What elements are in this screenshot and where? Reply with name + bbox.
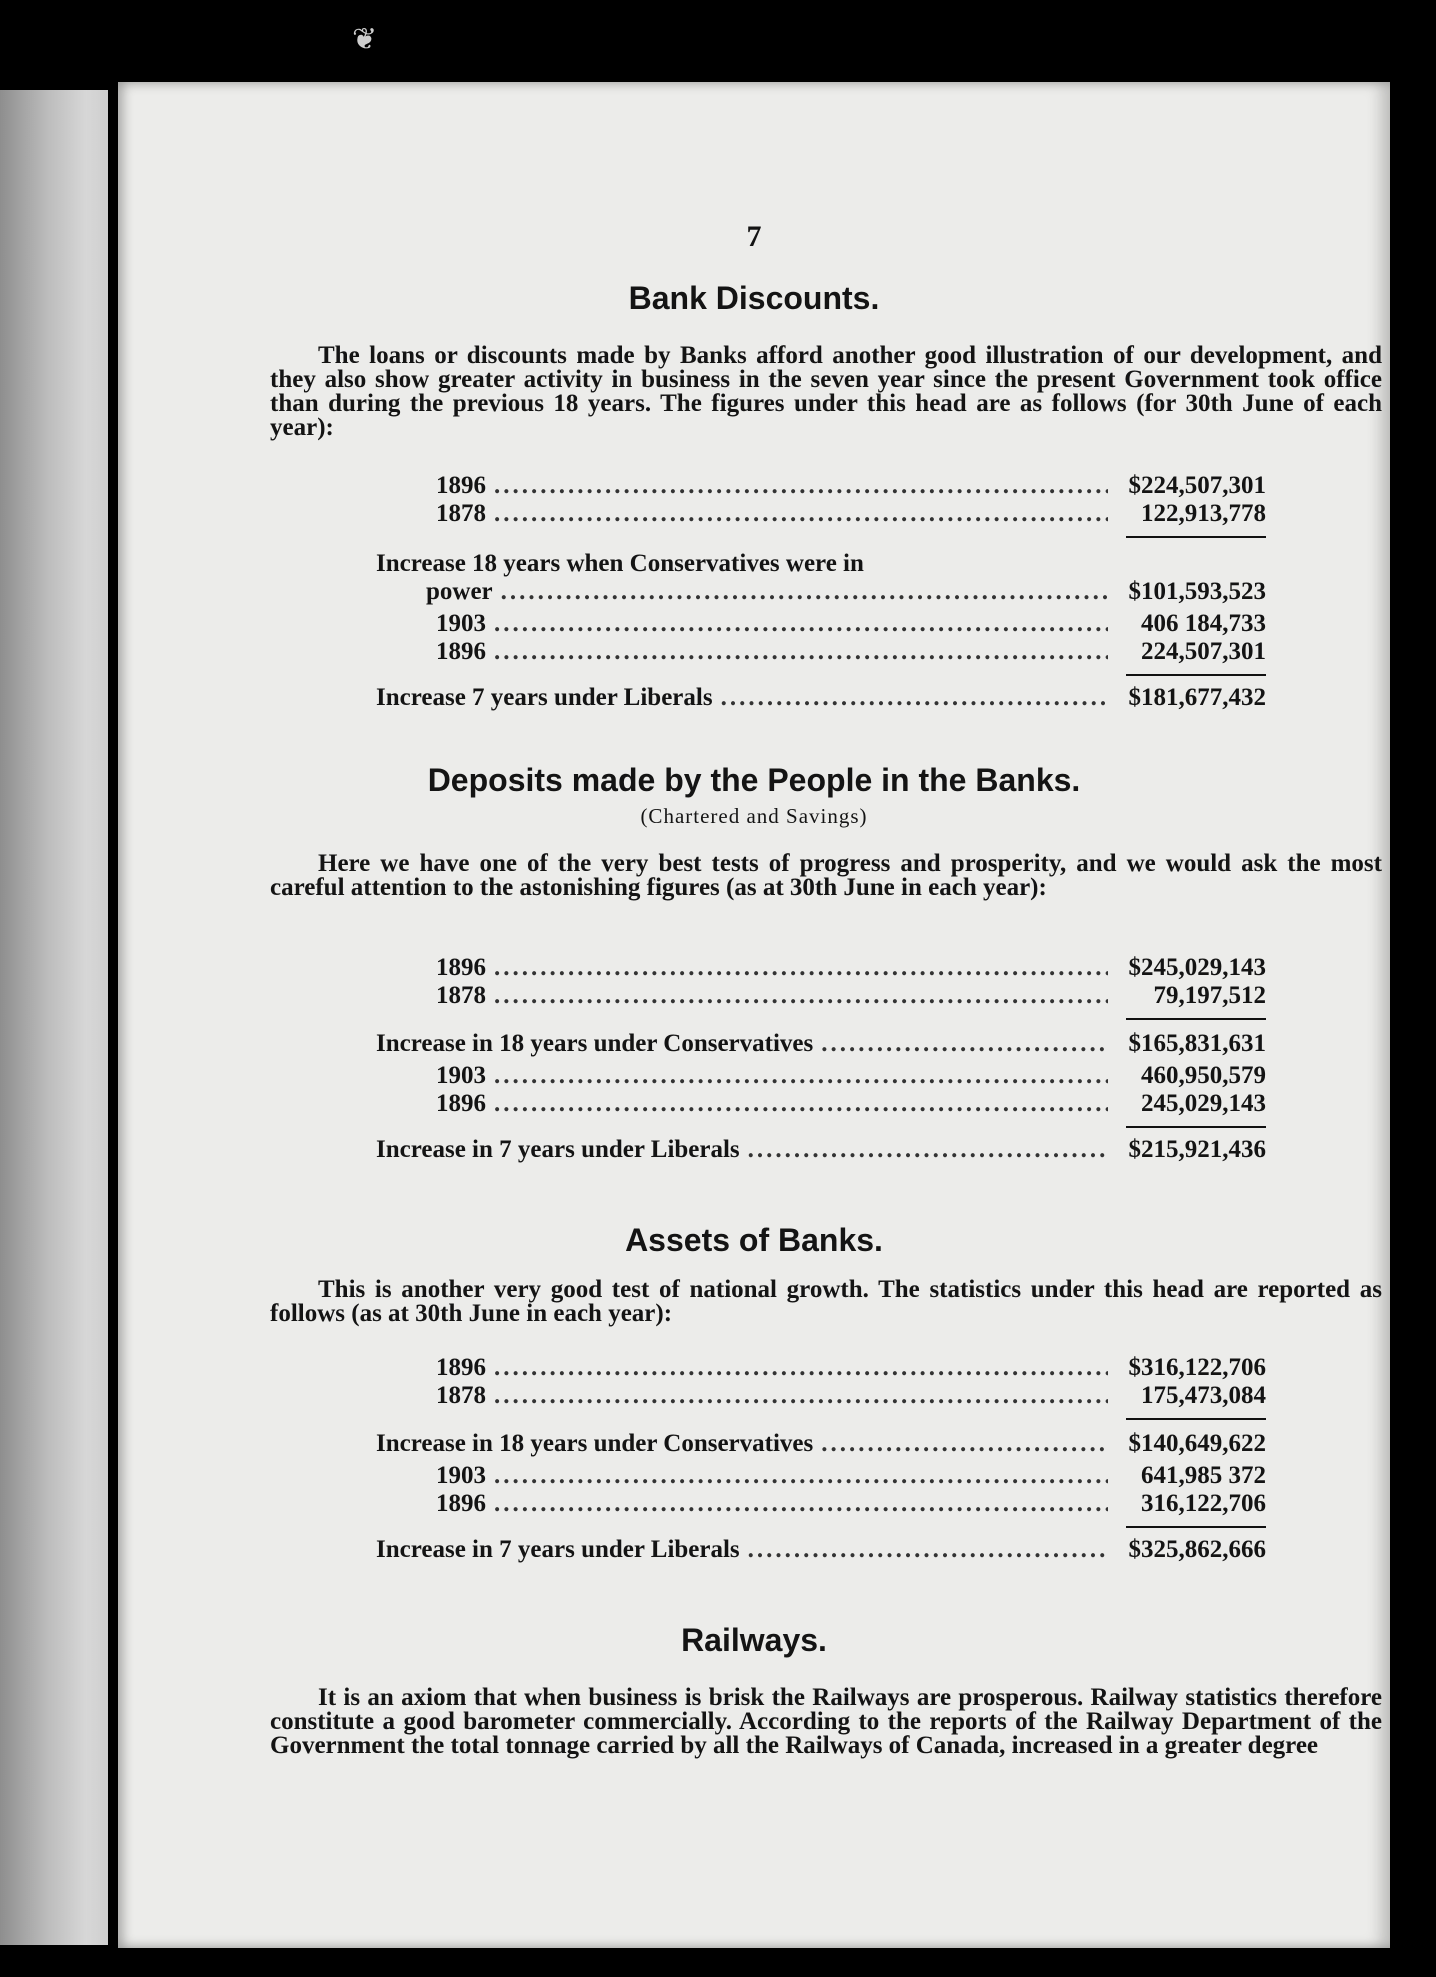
- row-value: $140,649,622: [1128, 1430, 1266, 1457]
- row-label: 1903: [436, 1462, 486, 1489]
- row-label: 1878: [436, 1382, 486, 1409]
- subheading-deposits: (Chartered and Savings): [640, 804, 868, 828]
- leader-dots: [494, 982, 1108, 1010]
- row-label: 1878: [436, 982, 486, 1009]
- sum-rule: [1126, 1418, 1266, 1420]
- leader-dots: [821, 1030, 1108, 1058]
- leader-dots: [494, 954, 1108, 982]
- table-row: [376, 684, 1266, 714]
- paragraph-railways: [270, 1686, 1382, 1758]
- row-value: 406 184,733: [1141, 610, 1266, 637]
- leader-dots: [494, 500, 1108, 528]
- sum-rule: [1126, 674, 1266, 676]
- row-value: $224,507,301: [1128, 472, 1266, 499]
- row-label: Increase in 18 years under Conservatives: [376, 1430, 814, 1457]
- row-value: $245,029,143: [1128, 954, 1266, 981]
- leader-dots: [821, 1430, 1108, 1458]
- row-value: 175,473,084: [1141, 1382, 1266, 1409]
- table-row: [376, 1462, 1266, 1492]
- heading-bank-discounts: Bank Discounts.: [628, 280, 880, 316]
- sum-rule: [1126, 1126, 1266, 1128]
- table-row: [376, 1062, 1266, 1092]
- table-row: [376, 1536, 1266, 1566]
- row-value: 245,029,143: [1141, 1090, 1266, 1117]
- leader-dots: [721, 684, 1108, 712]
- heading-railways: Railways.: [681, 1622, 827, 1658]
- row-label: 1903: [436, 1062, 486, 1089]
- table-row: [376, 578, 1266, 608]
- row-label: 1896: [436, 472, 486, 499]
- leader-dots: [494, 1062, 1108, 1090]
- paragraph-deposits: [270, 852, 1382, 900]
- leader-dots: [494, 1090, 1108, 1118]
- table-row: [376, 550, 1266, 580]
- row-value: $181,677,432: [1128, 684, 1266, 711]
- leader-dots: [748, 1536, 1108, 1564]
- row-label: 1896: [436, 1090, 486, 1117]
- row-label: Increase 18 years when Conservatives were in: [376, 550, 864, 577]
- scan-mark-icon: ❦: [352, 23, 378, 56]
- row-label: 1896: [436, 638, 486, 665]
- row-label: Increase in 7 years under Liberals: [376, 1536, 740, 1563]
- leader-dots: [494, 610, 1108, 638]
- leader-dots: [494, 1382, 1108, 1410]
- leader-dots: [494, 472, 1108, 500]
- table-row: [376, 472, 1266, 502]
- leader-dots: [501, 578, 1108, 606]
- row-label: Increase in 18 years under Conservatives: [376, 1030, 814, 1057]
- sum-rule: [1126, 1018, 1266, 1020]
- paragraph-text: Here we have one of the very best tests of progress and prosperity, and we would ask the most careful attention to the astonishing figures (as at 30th June in each year):: [270, 850, 1382, 901]
- paragraph-text: This is another very good test of national growth. The statistics under this head are reported as follows (as at 30th June in each year):: [270, 1276, 1382, 1327]
- row-value: 122,913,778: [1141, 500, 1266, 527]
- paragraph-text: The loans or discounts made by Banks afford another good illustration of our development, and they also show greater activity in business in the seven year since the present Government took office than during the previous 18 years. The figures under this head are as follows (for 30th June of each year):: [270, 342, 1382, 441]
- row-label: 1896: [436, 1490, 486, 1517]
- leader-dots: [494, 1490, 1108, 1518]
- page-number: 7: [746, 220, 762, 253]
- row-value: 316,122,706: [1141, 1490, 1266, 1517]
- row-label: 1903: [436, 610, 486, 637]
- adjacent-page-edge: [0, 90, 108, 1945]
- table-row: [376, 1490, 1266, 1520]
- table-row: [376, 1136, 1266, 1166]
- paragraph-bank-discounts: [270, 344, 1382, 440]
- leader-dots: [494, 638, 1108, 666]
- row-value: $325,862,666: [1128, 1536, 1266, 1563]
- row-value: $215,921,436: [1128, 1136, 1266, 1163]
- table-row: [376, 982, 1266, 1012]
- leader-dots: [494, 1462, 1108, 1490]
- table-row: [376, 638, 1266, 668]
- leader-dots: [494, 1354, 1108, 1382]
- table-row: [376, 954, 1266, 984]
- row-value: 224,507,301: [1141, 638, 1266, 665]
- row-label: Increase 7 years under Liberals: [376, 684, 713, 711]
- table-row: [376, 1430, 1266, 1460]
- row-value: $165,831,631: [1128, 1030, 1266, 1057]
- row-label: 1896: [436, 954, 486, 981]
- table-row: [376, 610, 1266, 640]
- table-row: [376, 1090, 1266, 1120]
- table-row: [376, 1030, 1266, 1060]
- leader-dots: [748, 1136, 1108, 1164]
- row-label: 1878: [436, 500, 486, 527]
- heading-deposits: Deposits made by the People in the Banks.: [427, 762, 1081, 798]
- row-value: 641,985 372: [1141, 1462, 1266, 1489]
- paragraph-text: It is an axiom that when business is brisk the Railways are prosperous. Railway statistics therefore constitute a good barometer commercially. According to the reports of the Railway Department of the Government the total tonnage carried by all the Railways of Canada, increased in a greater degree: [270, 1684, 1382, 1759]
- paragraph-assets: [270, 1278, 1382, 1326]
- sum-rule: [1126, 1526, 1266, 1528]
- row-label: power: [426, 578, 493, 605]
- table-row: [376, 1354, 1266, 1384]
- row-label: 1896: [436, 1354, 486, 1381]
- row-value: 460,950,579: [1141, 1062, 1266, 1089]
- document-page: [118, 82, 1390, 1948]
- sum-rule: [1126, 536, 1266, 538]
- row-value: $316,122,706: [1128, 1354, 1266, 1381]
- row-value: 79,197,512: [1153, 982, 1266, 1009]
- row-label: Increase in 7 years under Liberals: [376, 1136, 740, 1163]
- table-row: [376, 500, 1266, 530]
- table-row: [376, 1382, 1266, 1412]
- row-value: $101,593,523: [1128, 578, 1266, 605]
- heading-assets: Assets of Banks.: [625, 1222, 883, 1258]
